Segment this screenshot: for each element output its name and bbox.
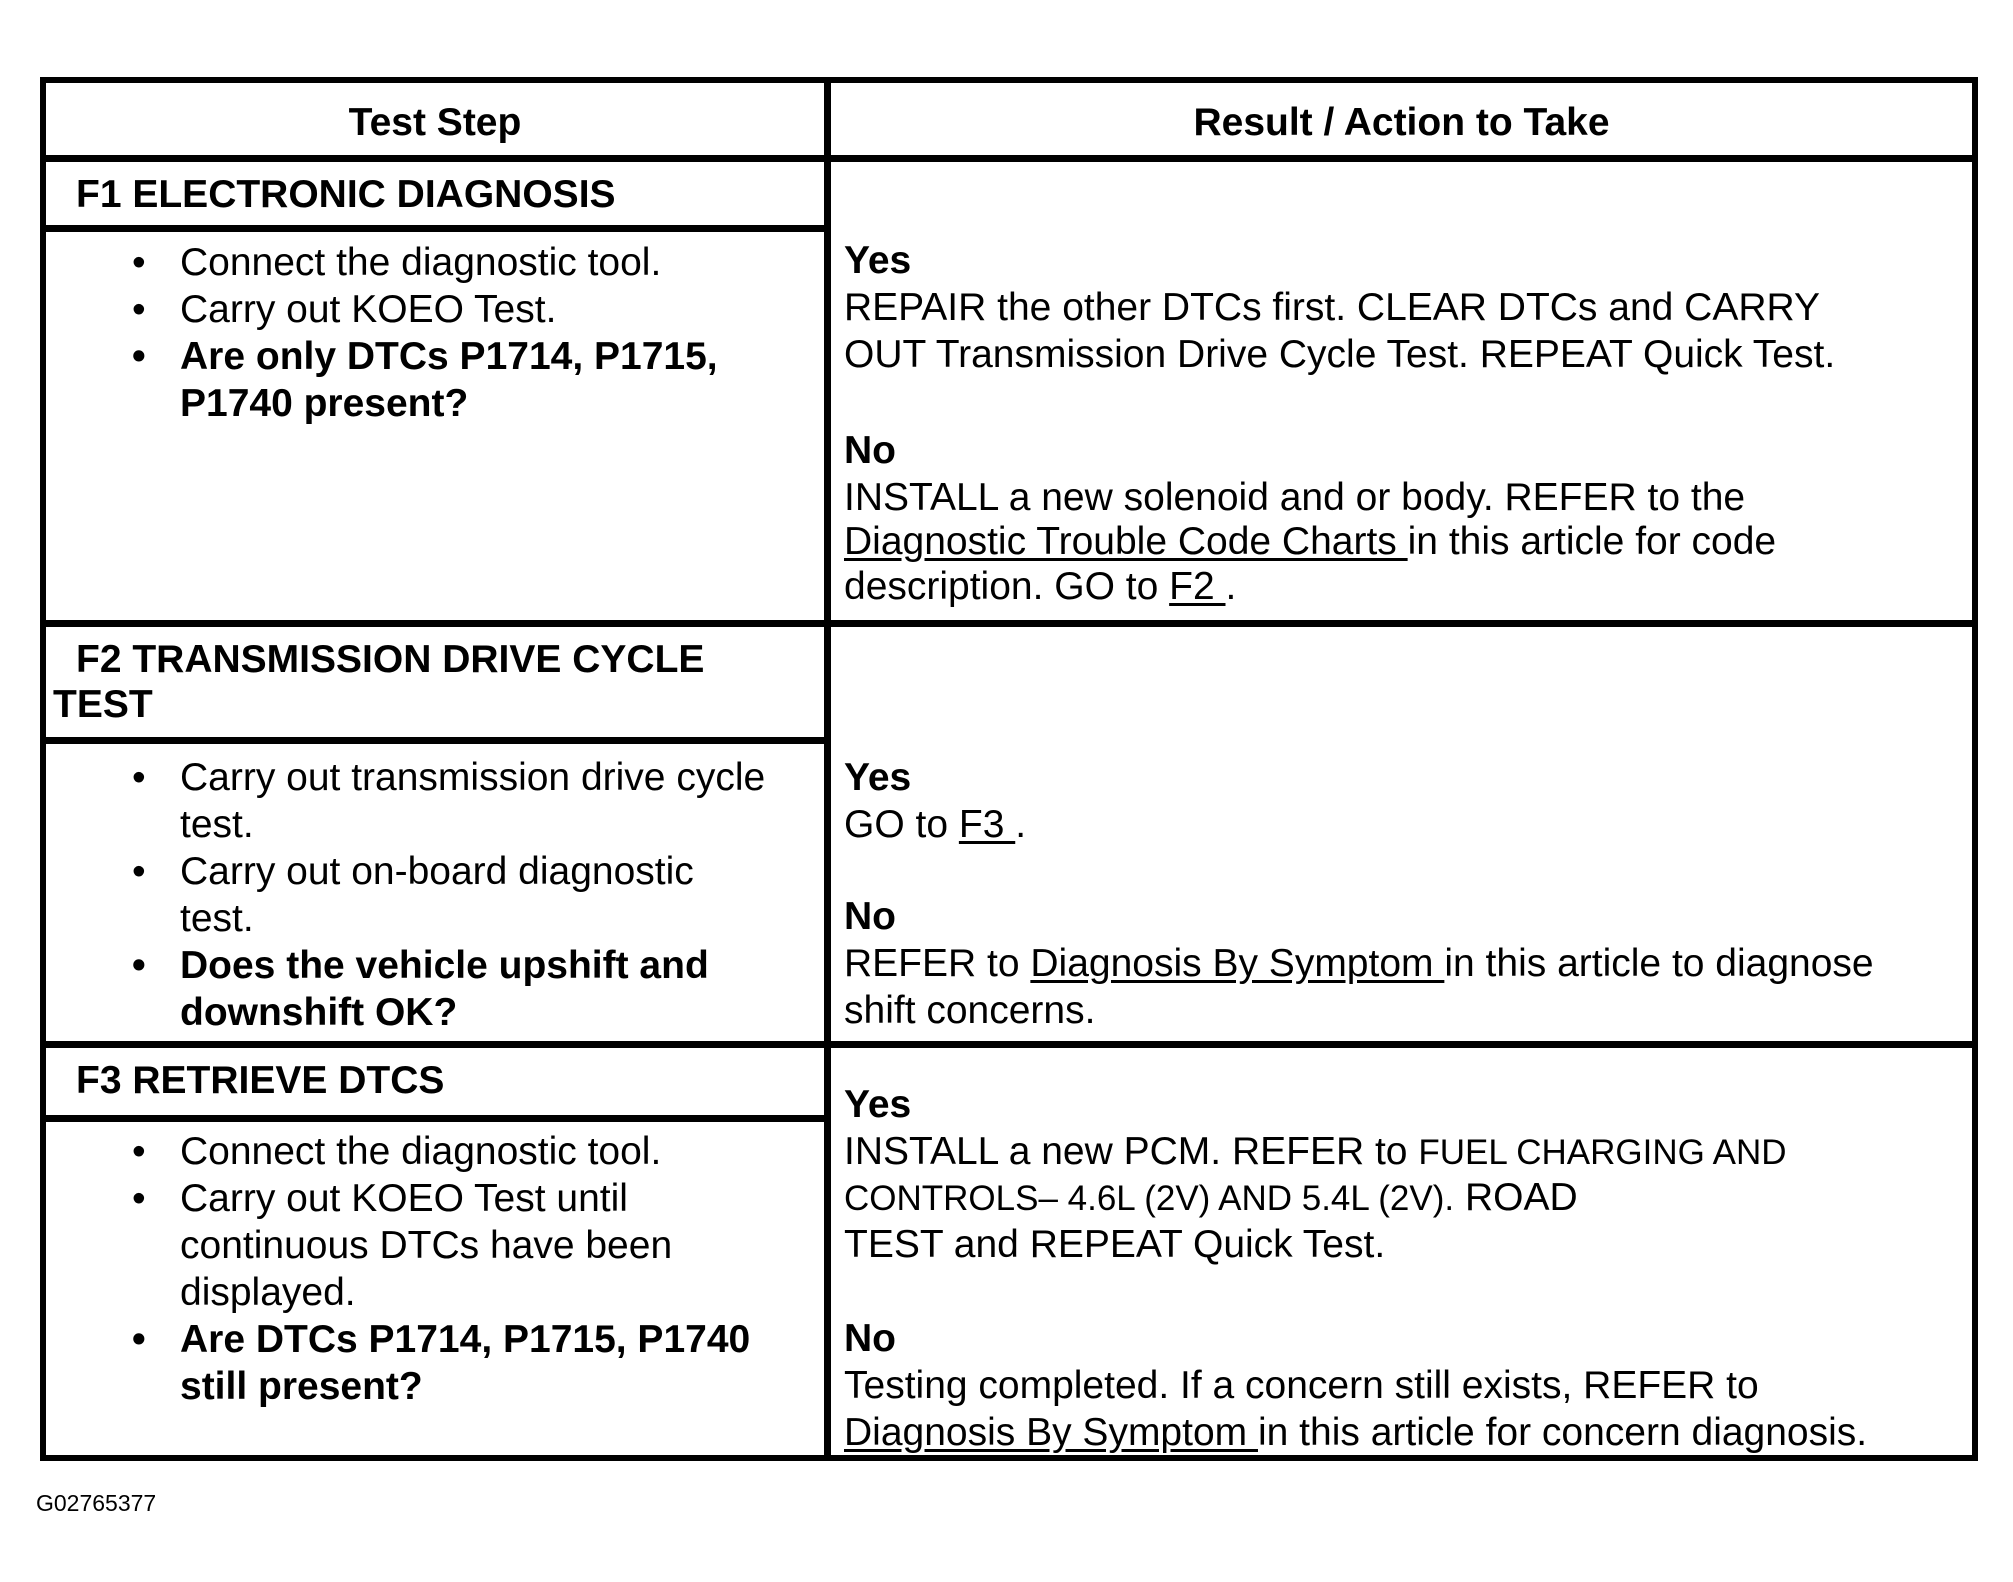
question-line: Are DTCs P1714, P1715, P1740 — [180, 1318, 751, 1361]
text-span: INSTALL a new PCM. REFER to — [844, 1130, 1419, 1173]
no-text-line — [844, 521, 1776, 563]
question-line: still present? — [180, 1365, 423, 1408]
link-diagnosis-by-symptom[interactable]: Diagnosis By Symptom — [844, 1411, 1258, 1454]
text-span: description. GO to — [844, 565, 1170, 608]
question-line: Are only DTCs P1714, P1715, — [180, 335, 718, 378]
step-item: • Connect the diagnostic tool. — [46, 239, 718, 286]
yes-text-line: TEST and REPEAT Quick Test. — [844, 1223, 1386, 1266]
section-divider — [46, 620, 1972, 627]
no-text-line: Testing completed. If a concern still exists, REFER to — [844, 1364, 1759, 1407]
step-line: continuous DTCs have been — [180, 1224, 673, 1267]
step-item: • Carry out KOEO Test. — [46, 286, 718, 333]
link-dtc-charts[interactable]: Diagnostic Trouble Code Charts — [844, 520, 1408, 563]
yes-label: Yes — [844, 239, 912, 282]
no-text-line: shift concerns. — [844, 989, 1096, 1032]
section-title-f3: F3 RETRIEVE DTCS — [76, 1059, 445, 1102]
no-label: No — [844, 895, 896, 938]
text-span: . — [1015, 803, 1027, 846]
steps-list-f2 — [46, 754, 765, 1036]
result-f2 — [844, 754, 1026, 848]
yes-text-line — [844, 1128, 1787, 1176]
steps-list-f1 — [46, 239, 718, 427]
section-title-f2 — [76, 636, 704, 683]
result-f2-no — [844, 893, 1874, 1034]
step-line: Carry out KOEO Test until — [180, 1177, 628, 1220]
text-span: GO to — [844, 803, 959, 846]
no-text-line — [844, 1409, 1867, 1456]
header-test-step: Test Step — [348, 101, 522, 144]
question-line: downshift OK? — [180, 991, 458, 1034]
section-divider — [46, 1041, 1972, 1048]
header-result-action: Result / Action to Take — [1193, 101, 1610, 144]
step-line: test. — [180, 803, 254, 846]
step-line: Carry out transmission drive cycle — [180, 756, 766, 799]
question-line: Does the vehicle upshift and — [180, 944, 709, 987]
result-f1 — [844, 237, 1835, 378]
figure-id: G02765377 — [36, 1490, 157, 1516]
step-question — [46, 1316, 750, 1410]
steps-list-f3 — [46, 1128, 750, 1410]
step-line: test. — [180, 897, 254, 940]
link-diagnosis-by-symptom[interactable]: Diagnosis By Symptom — [1030, 942, 1445, 985]
result-f3-no — [844, 1315, 1867, 1456]
section-title-f2-line2: TEST — [53, 683, 153, 726]
section-title-divider — [46, 225, 824, 232]
yes-label: Yes — [844, 756, 912, 799]
no-text-line — [844, 563, 1776, 610]
title-line: F2 TRANSMISSION DRIVE CYCLE — [76, 638, 705, 681]
text-span: REFER to — [844, 942, 1031, 985]
text-span: in this article for code — [1407, 520, 1777, 563]
section-title-f1: F1 ELECTRONIC DIAGNOSIS — [76, 173, 616, 216]
step-item: • Connect the diagnostic tool. — [46, 1128, 750, 1175]
question-line: P1740 present? — [180, 382, 469, 425]
yes-label: Yes — [844, 1083, 912, 1126]
no-text-line: INSTALL a new solenoid and or body. REFER to the — [844, 476, 1746, 519]
header-divider — [46, 155, 1972, 162]
step-item — [46, 1175, 750, 1316]
no-text-line — [844, 940, 1874, 987]
text-span: ROAD — [1454, 1176, 1578, 1219]
diagnostic-table — [40, 77, 1978, 1461]
step-item — [46, 754, 765, 848]
text-span: . — [1225, 565, 1237, 608]
step-question — [46, 333, 718, 427]
step-item — [46, 848, 765, 942]
column-divider — [824, 83, 831, 1455]
link-goto-f3[interactable]: F3 — [958, 803, 1016, 846]
ref-controls: CONTROLS– 4.6L (2V) AND 5.4L (2V). — [844, 1179, 1455, 1218]
yes-text-line: OUT Transmission Drive Cycle Test. REPEAT Quick Test. — [844, 333, 1836, 376]
text-span: in this article to diagnose — [1444, 942, 1874, 985]
text-span: in this article for concern diagnosis. — [1257, 1411, 1868, 1454]
step-line: Carry out on-board diagnostic — [180, 850, 694, 893]
step-question — [46, 942, 765, 1036]
no-label: No — [844, 429, 896, 472]
section-title-divider — [46, 1115, 824, 1122]
result-f3 — [844, 1081, 1787, 1268]
result-f1-no — [844, 427, 1776, 610]
no-label: No — [844, 1317, 896, 1360]
yes-text-line — [844, 801, 1026, 848]
yes-text-line: REPAIR the other DTCs first. CLEAR DTCs and CARRY — [844, 286, 1820, 329]
section-title-divider — [46, 737, 824, 744]
yes-text-line — [844, 1176, 1787, 1221]
link-goto-f2[interactable]: F2 — [1169, 565, 1226, 608]
step-line: displayed. — [180, 1271, 356, 1314]
ref-fuel-charging: FUEL CHARGING AND — [1418, 1133, 1787, 1172]
